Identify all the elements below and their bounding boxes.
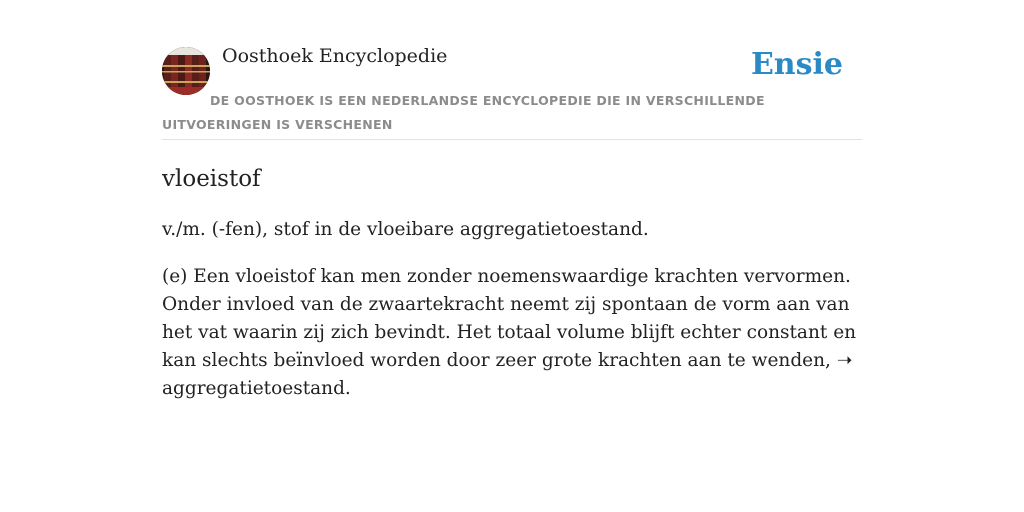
- trailing-punctuation: .: [344, 378, 351, 399]
- article-title: vloeistof: [162, 166, 261, 192]
- site-tagline: DE OOSTHOEK IS EEN NEDERLANDSE ENCYCLOPEDIE DIE IN VERSCHILLENDE UITVOERINGEN IS VERSCHENEN: [162, 93, 765, 132]
- definition-paragraph: v./m. (-fen), stof in de vloeibare aggregatietoestand.: [162, 219, 649, 240]
- brand-logo-link[interactable]: Ensie: [750, 47, 843, 82]
- article-content: [162, 160, 862, 403]
- site-header: [162, 0, 862, 140]
- arrow-right-icon: ➝: [836, 350, 853, 371]
- encyclopedia-books-icon[interactable]: [162, 47, 210, 95]
- body-text: (e) Een vloeistof kan men zonder noemenswaardige krachten vervormen. Onder invloed van de zwaartekracht neemt zij spontaan de vorm aan van het vat waarin zij zich bevindt. Het totaal volume blijft echter constant en kan slechts beïnvloed worden door zeer grote krachten aan te wenden,: [162, 266, 857, 371]
- body-paragraph: [162, 263, 862, 403]
- site-name[interactable]: Oosthoek Encyclopedie: [222, 45, 448, 67]
- page-container: [162, 0, 862, 399]
- cross-reference-label: aggregatietoestand: [162, 378, 345, 399]
